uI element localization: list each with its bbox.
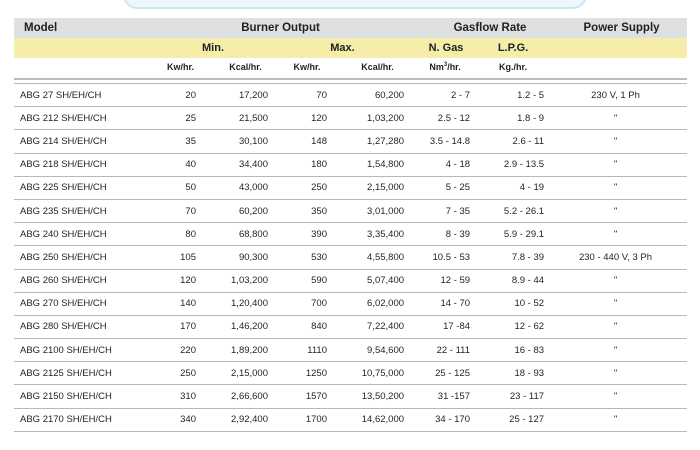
burner-spec-table [14, 18, 687, 432]
kw-min-cell: 50 [151, 176, 206, 199]
lpg-cell: 8.9 - 44 [480, 269, 556, 292]
kcal-max-cell: 3,01,000 [335, 199, 410, 222]
power-cell: 230 V, 1 Ph [556, 84, 687, 107]
kw-min-cell: 20 [151, 84, 206, 107]
table-row [14, 107, 687, 130]
power-cell: " [556, 176, 687, 199]
ngas-cell: 4 - 18 [410, 153, 480, 176]
lpg-cell: 1.8 - 9 [480, 107, 556, 130]
kw-max-cell: 700 [275, 292, 335, 315]
ngas-cell: 10.5 - 53 [410, 246, 480, 269]
table-row [14, 153, 687, 176]
kw-max-cell: 180 [275, 153, 335, 176]
kcal-max-cell: 1,54,800 [335, 153, 410, 176]
kcal-max-cell: 10,75,000 [335, 362, 410, 385]
kcal-min-cell: 90,300 [206, 246, 275, 269]
ngas-cell: 3.5 - 14.8 [410, 130, 480, 153]
power-cell: 230 - 440 V, 3 Ph [556, 246, 687, 269]
model-cell: ABG 214 SH/EH/CH [14, 130, 151, 153]
kw-min-cell: 220 [151, 339, 206, 362]
lpg-cell: 25 - 127 [480, 408, 556, 431]
lpg-cell: 18 - 93 [480, 362, 556, 385]
kcal-min-cell: 43,000 [206, 176, 275, 199]
table-row [14, 408, 687, 431]
kcal-min-cell: 2,15,000 [206, 362, 275, 385]
kcal-max-cell: 3,35,400 [335, 223, 410, 246]
model-cell: ABG 2125 SH/EH/CH [14, 362, 151, 385]
power-cell: " [556, 292, 687, 315]
model-cell: ABG 235 SH/EH/CH [14, 199, 151, 222]
power-cell: " [556, 315, 687, 338]
header-min: Min. [202, 42, 224, 54]
unit-lpg: Kg./hr. [499, 61, 528, 72]
kw-max-cell: 1110 [275, 339, 335, 362]
kcal-min-cell: 30,100 [206, 130, 275, 153]
kw-max-cell: 390 [275, 223, 335, 246]
model-cell: ABG 212 SH/EH/CH [14, 107, 151, 130]
table-row [14, 84, 687, 107]
power-cell: " [556, 362, 687, 385]
kw-min-cell: 340 [151, 408, 206, 431]
lpg-cell: 16 - 83 [480, 339, 556, 362]
kcal-min-cell: 17,200 [206, 84, 275, 107]
kw-min-cell: 25 [151, 107, 206, 130]
kcal-max-cell: 14,62,000 [335, 408, 410, 431]
kw-max-cell: 250 [275, 176, 335, 199]
power-cell: " [556, 107, 687, 130]
lpg-cell: 12 - 62 [480, 315, 556, 338]
kcal-max-cell: 2,15,000 [335, 176, 410, 199]
top-decorative-frame [123, 0, 587, 9]
power-cell: " [556, 385, 687, 408]
table-row [14, 339, 687, 362]
lpg-cell: 5.9 - 29.1 [480, 223, 556, 246]
kw-max-cell: 70 [275, 84, 335, 107]
header-burner-output: Burner Output [241, 22, 320, 34]
kcal-min-cell: 68,800 [206, 223, 275, 246]
lpg-cell: 2.9 - 13.5 [480, 153, 556, 176]
model-cell: ABG 2100 SH/EH/CH [14, 339, 151, 362]
lpg-cell: 1.2 - 5 [480, 84, 556, 107]
kw-min-cell: 80 [151, 223, 206, 246]
kw-min-cell: 310 [151, 385, 206, 408]
table-row [14, 176, 687, 199]
model-cell: ABG 225 SH/EH/CH [14, 176, 151, 199]
ngas-cell: 12 - 59 [410, 269, 480, 292]
header-model: Model [24, 22, 58, 34]
kcal-max-cell: 7,22,400 [335, 315, 410, 338]
ngas-cell: 2.5 - 12 [410, 107, 480, 130]
kcal-min-cell: 60,200 [206, 199, 275, 222]
kcal-max-cell: 5,07,400 [335, 269, 410, 292]
ngas-cell: 2 - 7 [410, 84, 480, 107]
kw-min-cell: 70 [151, 199, 206, 222]
ngas-cell: 5 - 25 [410, 176, 480, 199]
kcal-min-cell: 1,03,200 [206, 269, 275, 292]
kcal-max-cell: 1,03,200 [335, 107, 410, 130]
model-cell: ABG 27 SH/EH/CH [14, 84, 151, 107]
lpg-cell: 7.8 - 39 [480, 246, 556, 269]
kw-max-cell: 1570 [275, 385, 335, 408]
kw-max-cell: 120 [275, 107, 335, 130]
kw-max-cell: 1700 [275, 408, 335, 431]
unit-kw-max: Kw/hr. [293, 61, 321, 72]
power-cell: " [556, 269, 687, 292]
model-cell: ABG 280 SH/EH/CH [14, 315, 151, 338]
kcal-max-cell: 9,54,600 [335, 339, 410, 362]
kcal-max-cell: 13,50,200 [335, 385, 410, 408]
table-row [14, 199, 687, 222]
unit-kcal-min: Kcal/hr. [229, 61, 262, 72]
header-row-groups [14, 18, 687, 38]
kw-min-cell: 140 [151, 292, 206, 315]
power-cell: " [556, 130, 687, 153]
unit-kcal-max: Kcal/hr. [361, 61, 394, 72]
table-row [14, 385, 687, 408]
kw-max-cell: 840 [275, 315, 335, 338]
kw-min-cell: 40 [151, 153, 206, 176]
kw-min-cell: 105 [151, 246, 206, 269]
model-cell: ABG 240 SH/EH/CH [14, 223, 151, 246]
kcal-max-cell: 1,27,280 [335, 130, 410, 153]
model-cell: ABG 260 SH/EH/CH [14, 269, 151, 292]
header-power-supply: Power Supply [583, 22, 660, 34]
header-max: Max. [330, 42, 355, 54]
lpg-cell: 10 - 52 [480, 292, 556, 315]
ngas-cell: 22 - 111 [410, 339, 480, 362]
kcal-min-cell: 21,500 [206, 107, 275, 130]
table-row [14, 315, 687, 338]
kw-max-cell: 530 [275, 246, 335, 269]
unit-ngas: Nm$^3$/hr. [429, 61, 461, 72]
table-row [14, 246, 687, 269]
kw-max-cell: 1250 [275, 362, 335, 385]
header-gasflow-rate: Gasflow Rate [453, 22, 527, 34]
model-cell: ABG 250 SH/EH/CH [14, 246, 151, 269]
kcal-min-cell: 2,92,400 [206, 408, 275, 431]
kw-max-cell: 350 [275, 199, 335, 222]
kw-min-cell: 120 [151, 269, 206, 292]
unit-kw-min: Kw/hr. [166, 61, 194, 72]
model-cell: ABG 2170 SH/EH/CH [14, 408, 151, 431]
table-row [14, 269, 687, 292]
table-row [14, 292, 687, 315]
model-cell: ABG 2150 SH/EH/CH [14, 385, 151, 408]
table-row [14, 362, 687, 385]
model-cell: ABG 218 SH/EH/CH [14, 153, 151, 176]
kcal-min-cell: 1,89,200 [206, 339, 275, 362]
ngas-cell: 34 - 170 [410, 408, 480, 431]
kcal-max-cell: 6,02,000 [335, 292, 410, 315]
lpg-cell: 5.2 - 26.1 [480, 199, 556, 222]
kw-min-cell: 170 [151, 315, 206, 338]
kw-max-cell: 590 [275, 269, 335, 292]
lpg-cell: 23 - 117 [480, 385, 556, 408]
header-lpg: L.P.G. [497, 42, 529, 54]
kcal-max-cell: 60,200 [335, 84, 410, 107]
header-n-gas: N. Gas [428, 42, 464, 54]
lpg-cell: 4 - 19 [480, 176, 556, 199]
header-row-subgroups [14, 38, 687, 58]
kcal-min-cell: 1,46,200 [206, 315, 275, 338]
table-row [14, 130, 687, 153]
lpg-cell: 2.6 - 11 [480, 130, 556, 153]
power-cell: " [556, 199, 687, 222]
power-cell: " [556, 153, 687, 176]
kw-min-cell: 250 [151, 362, 206, 385]
power-cell: " [556, 339, 687, 362]
kcal-max-cell: 4,55,800 [335, 246, 410, 269]
kcal-min-cell: 2,66,600 [206, 385, 275, 408]
power-cell: " [556, 223, 687, 246]
model-cell: ABG 270 SH/EH/CH [14, 292, 151, 315]
header-row-units [14, 58, 687, 75]
ngas-cell: 17 -84 [410, 315, 480, 338]
power-cell: " [556, 408, 687, 431]
kcal-min-cell: 1,20,400 [206, 292, 275, 315]
ngas-cell: 7 - 35 [410, 199, 480, 222]
ngas-cell: 14 - 70 [410, 292, 480, 315]
kw-min-cell: 35 [151, 130, 206, 153]
kcal-min-cell: 34,400 [206, 153, 275, 176]
ngas-cell: 25 - 125 [410, 362, 480, 385]
ngas-cell: 31 -157 [410, 385, 480, 408]
ngas-cell: 8 - 39 [410, 223, 480, 246]
table-row [14, 223, 687, 246]
kw-max-cell: 148 [275, 130, 335, 153]
